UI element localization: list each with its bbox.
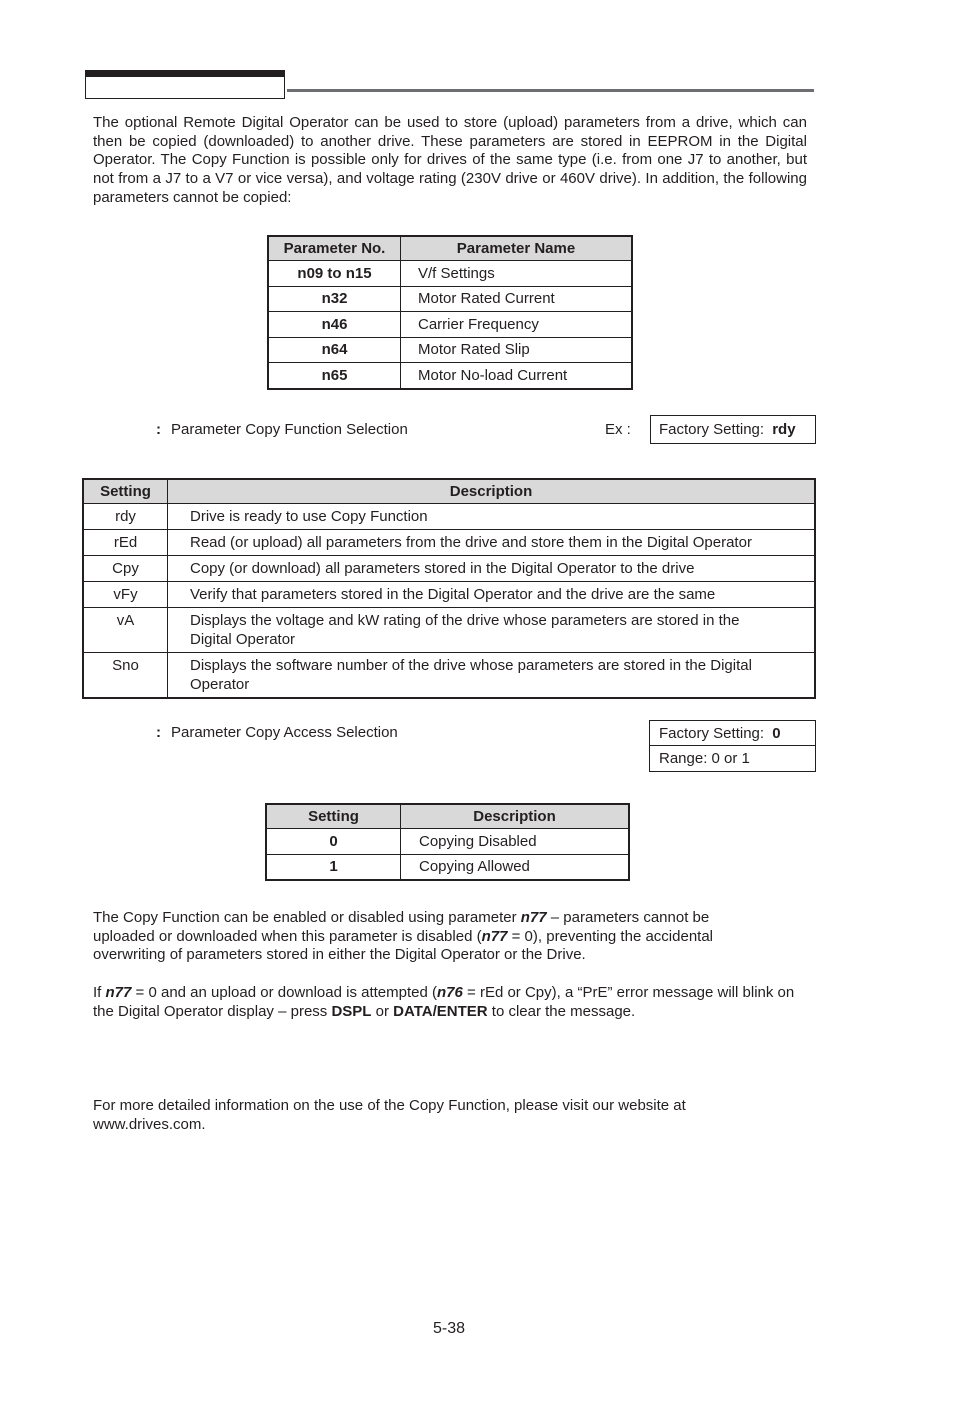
column-header: Parameter No. <box>268 236 401 261</box>
setting-cell: vA <box>83 608 168 653</box>
text-run: = 0), preventing the accidental overwriting of parameters stored in either the Digital Operator or the Drive. <box>93 927 713 964</box>
more-info-paragraph: For more detailed information on the use of the Copy Function, please visit our website at www.drives.com. <box>93 1097 686 1133</box>
copy-selection-label: Parameter Copy Function Selection <box>171 421 408 438</box>
parameter-no-cell: n46 <box>268 312 401 338</box>
setting-cell: vFy <box>83 582 168 608</box>
parameter-name-cell: Carrier Frequency <box>401 312 633 338</box>
text-run: to clear the message. <box>487 1002 636 1020</box>
access-factory-setting-box <box>649 720 816 772</box>
factory-setting-value: 0 <box>772 725 781 742</box>
factory-setting-value: rdy <box>772 421 796 438</box>
noncopy-parameters-table <box>267 235 633 390</box>
table-row <box>83 530 815 556</box>
description-cell: Copy (or download) all parameters stored in the Digital Operator to the drive <box>168 556 816 582</box>
factory-setting-label: Factory Setting: <box>659 725 765 742</box>
section-header-rule <box>287 89 814 92</box>
setting-cell: rEd <box>83 530 168 556</box>
parameter-ref: n77 <box>481 927 508 945</box>
description-cell: Verify that parameters stored in the Digital Operator and the drive are the same <box>168 582 816 608</box>
parameter-name-cell: Motor Rated Current <box>401 286 633 312</box>
access-factory-setting-row <box>650 721 815 746</box>
column-header: Setting <box>266 804 401 829</box>
table-header-row <box>268 236 632 261</box>
copy-function-table <box>82 478 816 699</box>
description-cell: Copying Allowed <box>401 854 630 880</box>
access-selection-label: Parameter Copy Access Selection <box>171 724 398 741</box>
copy-factory-setting-row <box>651 416 815 443</box>
column-header: Description <box>401 804 630 829</box>
key-name: DSPL <box>331 1002 372 1020</box>
text-run: The Copy Function can be enabled or disabled using parameter <box>93 909 521 926</box>
parameter-ref: n76 <box>437 984 463 1001</box>
table-header-row <box>266 804 629 829</box>
setting-cell: 1 <box>266 854 401 880</box>
copy-selection-colon: : <box>156 421 161 438</box>
parameter-ref: n77 <box>105 984 132 1001</box>
table-header-row <box>83 479 815 504</box>
intro-paragraph: The optional Remote Digital Operator can be used to store (upload) parameters from a drive, which can then be copied (downloaded) to another drive. These parameters are stored in EEPROM in the Digital Operator. The Copy Function is possible only for drives of the same type (i.e. from one J7 to another, but not from a J7 to a V7 or vice versa), and voltage rating (230V drive or 460V drive). In addition, the following parameters cannot be copied: <box>93 114 807 206</box>
parameter-name-cell: Motor Rated Slip <box>401 337 633 363</box>
access-range-row <box>650 746 815 771</box>
table-row <box>268 261 632 287</box>
parameter-name-cell: V/f Settings <box>401 261 633 287</box>
parameter-no-cell: n32 <box>268 286 401 312</box>
parameter-name-cell: Motor No-load Current <box>401 363 633 389</box>
range-text: Range: 0 or 1 <box>659 750 750 767</box>
setting-cell: rdy <box>83 504 168 530</box>
table-row <box>268 363 632 389</box>
parameter-no-cell: n09 to n15 <box>268 261 401 287</box>
setting-cell: 0 <box>266 829 401 855</box>
section-header-tab <box>85 70 285 99</box>
text-run: – parameters cannot be uploaded or downloaded when this parameter is disabled ( <box>93 909 710 945</box>
description-cell: Displays the voltage and kW rating of the drive whose parameters are stored in the Digital Operator <box>168 608 816 653</box>
description-cell: Read (or upload) all parameters from the drive and store them in the Digital Operator <box>168 530 816 556</box>
table-row <box>83 556 815 582</box>
description-cell: Drive is ready to use Copy Function <box>168 504 816 530</box>
column-header: Setting <box>83 479 168 504</box>
parameter-ref: n77 <box>520 909 547 926</box>
enable-disable-paragraph <box>93 909 773 965</box>
table-row <box>268 337 632 363</box>
copy-factory-setting-box <box>650 415 816 444</box>
copy-access-table <box>265 803 630 881</box>
access-selection-colon: : <box>156 724 161 741</box>
factory-setting-label: Factory Setting: <box>659 421 765 438</box>
table-row <box>266 829 629 855</box>
table-row <box>83 653 815 699</box>
column-header: Parameter Name <box>401 236 633 261</box>
description-cell: Displays the software number of the drive whose parameters are stored in the Digital Operator <box>168 653 816 699</box>
text-run: If <box>93 984 106 1001</box>
text-run: = 0 and an upload or download is attempted ( <box>131 984 437 1001</box>
setting-cell: Cpy <box>83 556 168 582</box>
table-row <box>83 582 815 608</box>
table-row <box>268 312 632 338</box>
table-row <box>83 504 815 530</box>
parameter-no-cell: n64 <box>268 337 401 363</box>
table-row <box>83 608 815 653</box>
table-row <box>266 854 629 880</box>
error-message-paragraph <box>93 984 798 1021</box>
copy-selection-ex-label: Ex : <box>605 421 631 438</box>
description-cell: Copying Disabled <box>401 829 630 855</box>
column-header: Description <box>168 479 816 504</box>
key-name: DATA/ENTER <box>393 1002 488 1020</box>
text-run: = rEd or Cpy), a “PrE” error message will blink on the Digital Operator display – press <box>93 984 795 1020</box>
text-run: or <box>371 1002 394 1020</box>
setting-cell: Sno <box>83 653 168 699</box>
table-row <box>268 286 632 312</box>
parameter-no-cell: n65 <box>268 363 401 389</box>
page-number: 5-38 <box>432 1320 466 1337</box>
